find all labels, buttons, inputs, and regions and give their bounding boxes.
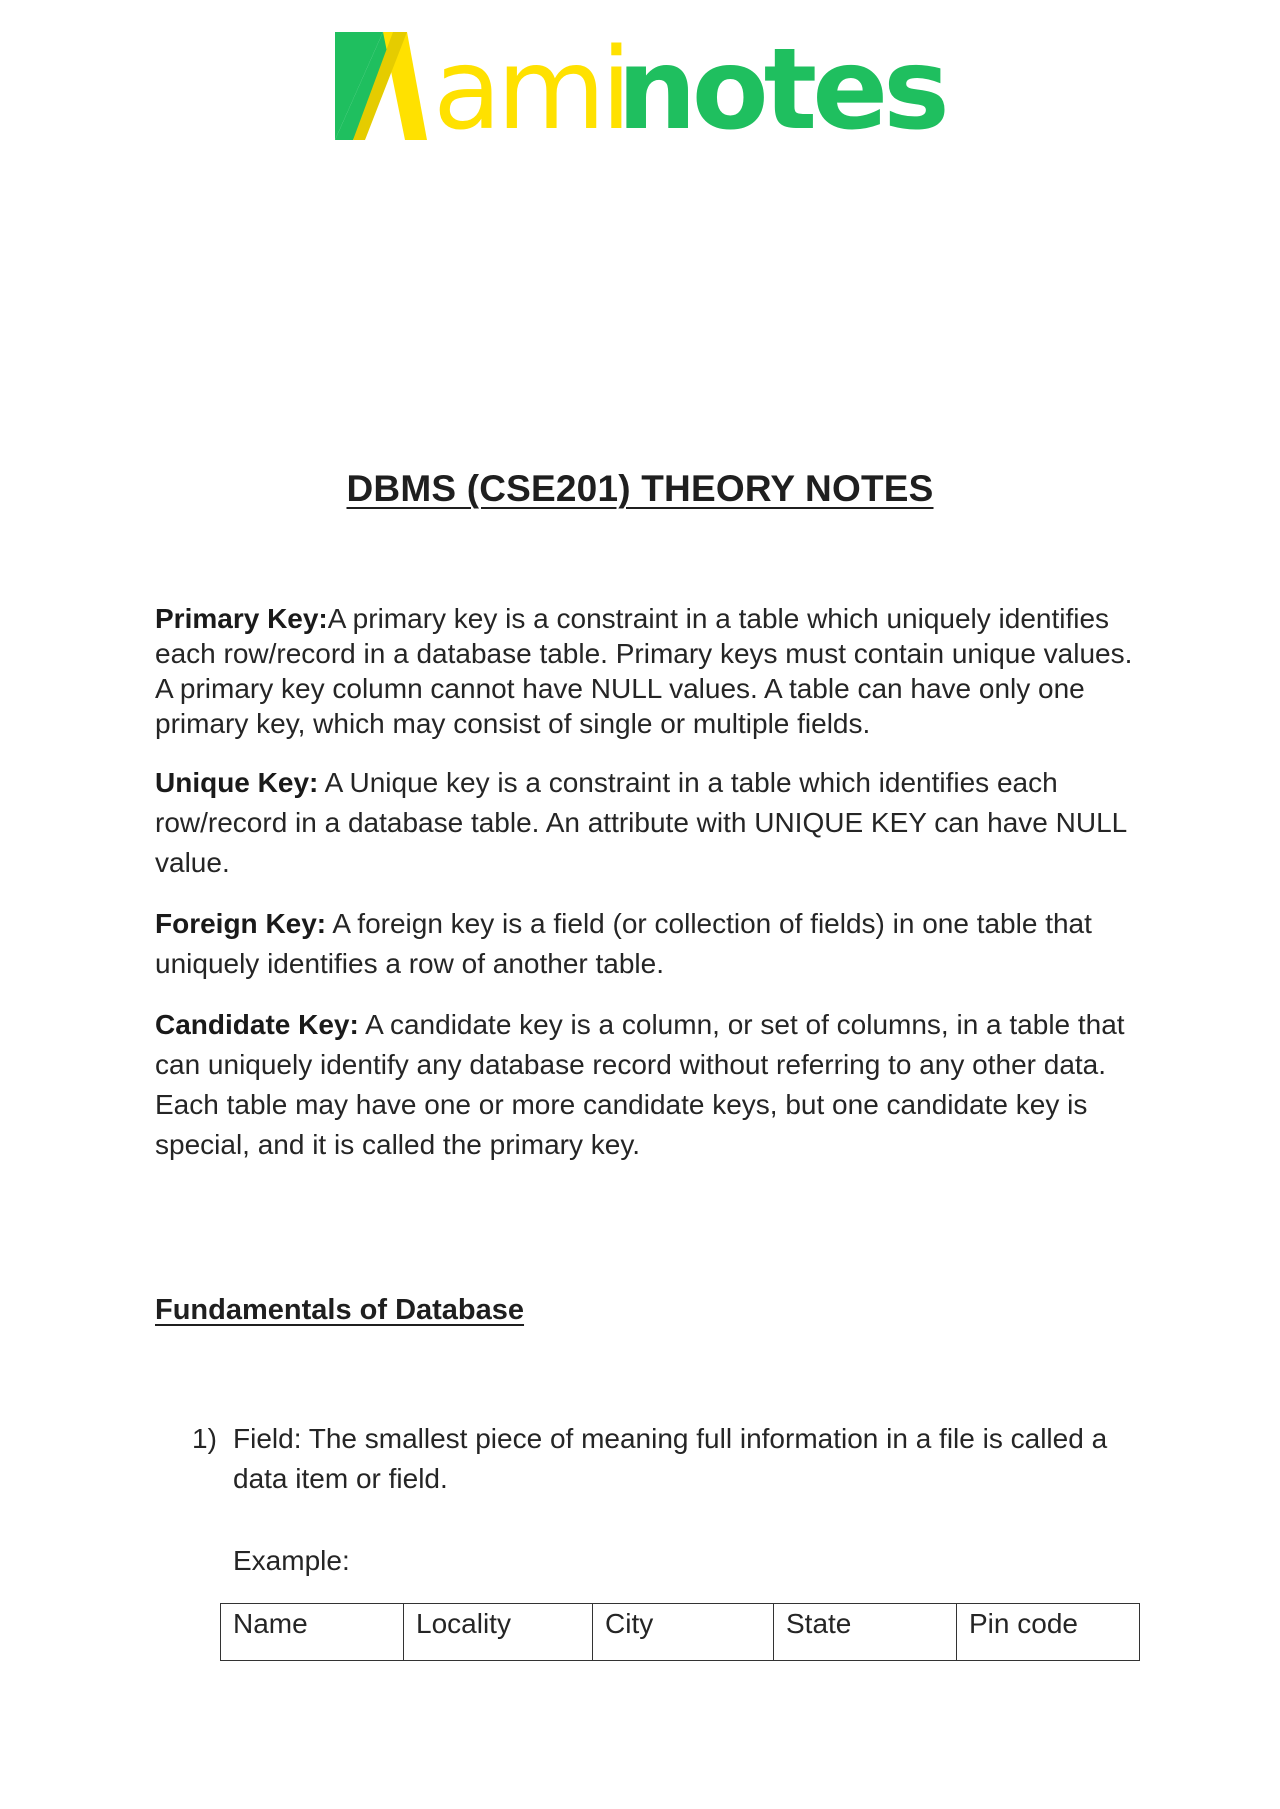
- table-cell: Pin code: [957, 1604, 1140, 1661]
- aminotes-logo: [335, 22, 955, 152]
- table-cell: State: [774, 1604, 957, 1661]
- example-table: [220, 1603, 1140, 1661]
- definition-candidate-key: [155, 1005, 1145, 1165]
- table-row: [221, 1604, 1140, 1661]
- table-cell: Name: [221, 1604, 404, 1661]
- definition-foreign-key: [155, 904, 1145, 984]
- table-cell: Locality: [404, 1604, 593, 1661]
- definition-primary-key: [155, 601, 1145, 741]
- table-cell: City: [593, 1604, 774, 1661]
- example-label: Example:: [233, 1545, 350, 1576]
- list-item-text: Field: The smallest piece of meaning full information in a file is called a data item or field.: [233, 1423, 1108, 1494]
- section-heading: Fundamentals of Database: [155, 1294, 525, 1326]
- definition-text: A Unique key is a constraint in a table which identifies each row/record in a database table. An attribute with UNIQUE KEY can have NULL value.: [155, 767, 1127, 878]
- definition-text: A candidate key is a column, or set of columns, in a table that can uniquely identify any database record without referring to any other data. Each table may have one or more candidate keys, but one candidate key is special, and it is called the primary key.: [155, 1009, 1125, 1160]
- definition-term: Primary Key:: [155, 603, 328, 634]
- definition-term: Unique Key:: [155, 767, 319, 798]
- key-definitions: [155, 601, 1145, 1186]
- definition-text: A foreign key is a field (or collection of fields) in one table that uniquely identifies a row of another table.: [155, 908, 1092, 979]
- document-title: DBMS (CSE201) THEORY NOTES: [346, 468, 934, 509]
- svg-text:ami: ami: [433, 25, 627, 152]
- svg-text:notes: notes: [617, 25, 945, 152]
- aminotes-logo-graphic: [335, 22, 955, 152]
- definition-text: A primary key is a constraint in a table which uniquely identifies each row/record in a database table. Primary keys must contain unique values. A primary key column cannot have NULL values. A table can have only one primary key, which may consist of single or multiple fields.: [155, 603, 1133, 739]
- definition-unique-key: [155, 763, 1145, 883]
- definition-term: Candidate Key:: [155, 1009, 359, 1040]
- list-item: [192, 1419, 1132, 1499]
- list-item-number: 1): [192, 1423, 217, 1454]
- definition-term: Foreign Key:: [155, 908, 327, 939]
